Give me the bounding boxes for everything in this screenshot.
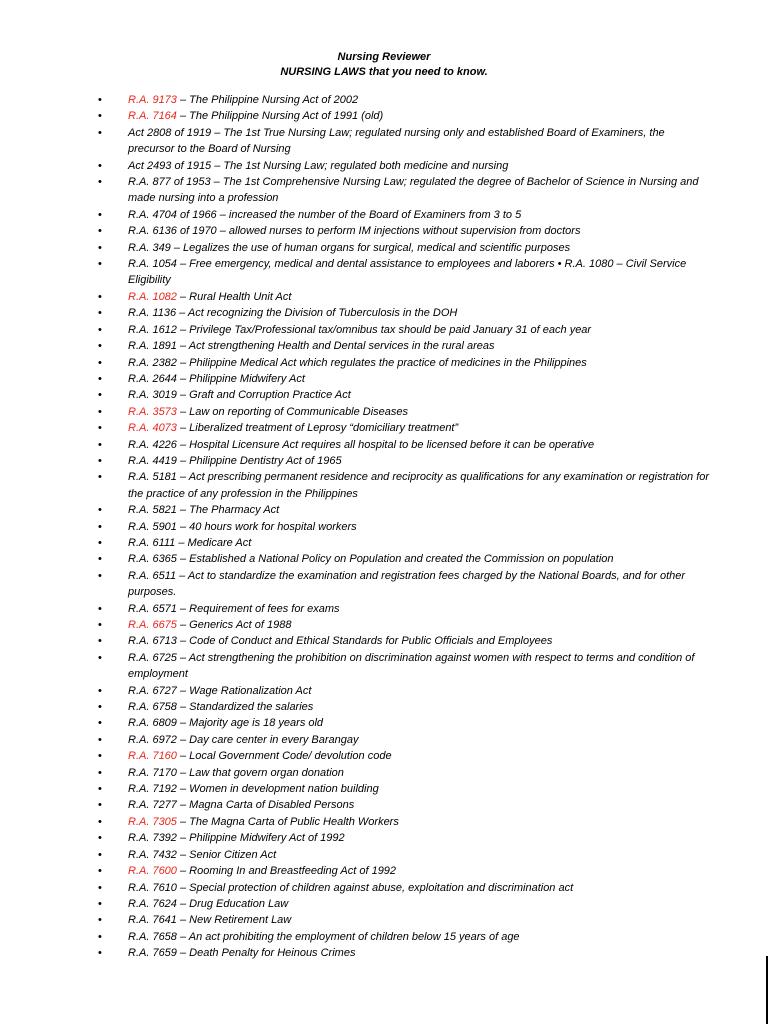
law-code: R.A. 4226 <box>128 438 177 451</box>
law-description: – Established a National Policy on Population and created the Commission on population <box>176 553 614 566</box>
list-item <box>98 945 713 961</box>
list-item <box>98 797 713 813</box>
law-code: Act 2493 of 1915 <box>128 159 212 172</box>
law-code: R.A. 7277 <box>128 799 177 812</box>
list-item <box>98 108 713 124</box>
list-item <box>98 896 713 912</box>
bullet-icon: • <box>98 126 102 139</box>
bullet-icon: • <box>98 553 102 566</box>
bullet-icon: • <box>98 504 102 517</box>
law-description: – Special protection of children against abuse, exploitation and discrimination act <box>176 881 574 894</box>
bullet-icon: • <box>98 832 102 845</box>
list-item <box>98 256 713 289</box>
law-description: – Act to standardize the examination and registration fees charged by the National Boards, and for other purposes. <box>128 569 686 599</box>
law-description: – Legalizes the use of human organs for surgical, medical and scientific purposes <box>170 241 571 254</box>
law-description: – Day care center in every Barangay <box>176 733 359 746</box>
law-code: R.A. 7610 <box>128 881 177 894</box>
bullet-icon: • <box>98 897 102 910</box>
bullet-icon: • <box>98 750 102 763</box>
list-item <box>98 683 713 699</box>
bullet-icon: • <box>98 225 102 238</box>
law-description: – Philippine Dentistry Act of 1965 <box>176 454 342 467</box>
law-code: R.A. 6758 <box>128 701 177 714</box>
bullet-icon: • <box>98 865 102 878</box>
law-description: – Requirement of fees for exams <box>176 602 340 615</box>
list-item <box>98 437 713 453</box>
law-description: – Medicare Act <box>175 536 252 549</box>
law-description: – increased the number of the Board of Examiners from 3 to 5 <box>216 208 522 221</box>
law-code: R.A. 7192 <box>128 783 177 796</box>
bullet-icon: • <box>98 372 102 385</box>
list-item <box>98 223 713 239</box>
list-item <box>98 289 713 305</box>
law-description: – Drug Education Law <box>176 897 289 910</box>
list-item <box>98 387 713 403</box>
law-code: R.A. 7659 <box>128 947 177 960</box>
list-item <box>98 880 713 896</box>
law-description: – Philippine Medical Act which regulates the practice of medicines in the Philippines <box>176 356 587 369</box>
law-code: R.A. 6136 of 1970 <box>128 225 217 238</box>
law-description: – Hospital Licensure Act requires all hospital to be licensed before it can be operative <box>176 438 595 451</box>
law-description: – Liberalized treatment of Leprosy “domiciliary treatment” <box>176 422 459 435</box>
list-item <box>98 240 713 256</box>
law-code: R.A. 2382 <box>128 356 177 369</box>
law-code: R.A. 6365 <box>128 553 177 566</box>
list-item <box>98 404 713 420</box>
bullet-icon: • <box>98 733 102 746</box>
law-list <box>98 92 713 962</box>
list-item <box>98 420 713 436</box>
law-description: – Senior Citizen Act <box>176 848 277 861</box>
law-description: – Wage Rationalization Act <box>176 684 312 697</box>
document-title: Nursing Reviewer <box>337 51 431 63</box>
law-description: – Act strengthening the prohibition on discrimination against women with respect to terms and condition of employment <box>128 651 695 681</box>
list-item <box>98 650 713 683</box>
bullet-icon: • <box>98 307 102 320</box>
law-code: R.A. 2644 <box>128 372 177 385</box>
law-code: R.A. 1136 <box>128 307 177 320</box>
list-item <box>98 781 713 797</box>
list-item <box>98 174 713 207</box>
bullet-icon: • <box>98 815 102 828</box>
bullet-icon: • <box>98 208 102 221</box>
bullet-icon: • <box>98 258 102 271</box>
law-description: – Standardized the salaries <box>176 701 314 714</box>
bullet-icon: • <box>98 159 102 172</box>
bullet-icon: • <box>98 290 102 303</box>
law-code: R.A. 6111 <box>128 536 176 549</box>
law-description: – Graft and Corruption Practice Act <box>176 389 351 402</box>
bullet-icon: • <box>98 536 102 549</box>
list-item <box>98 814 713 830</box>
bullet-icon: • <box>98 684 102 697</box>
law-code: R.A. 7170 <box>128 766 177 779</box>
list-item <box>98 732 713 748</box>
law-code: R.A. 5181 <box>128 471 177 484</box>
list-item <box>98 322 713 338</box>
law-description: – Women in development nation building <box>176 783 379 796</box>
bullet-icon: • <box>98 914 102 927</box>
list-item <box>98 551 713 567</box>
law-code: R.A. 3019 <box>128 389 177 402</box>
law-code: R.A. 349 <box>128 241 171 254</box>
law-code: R.A. 7624 <box>128 897 177 910</box>
bullet-icon: • <box>98 783 102 796</box>
law-code: R.A. 5901 <box>128 520 177 533</box>
law-description: – Majority age is 18 years old <box>176 717 324 730</box>
law-code: R.A. 9173 <box>128 94 177 106</box>
law-code: R.A. 1891 <box>128 340 177 353</box>
bullet-icon: • <box>98 356 102 369</box>
list-item <box>98 617 713 633</box>
law-description: – The 1st Nursing Law; regulated both medicine and nursing <box>211 159 509 172</box>
law-description: – The Pharmacy Act <box>176 504 280 517</box>
law-description: – Law on reporting of Communicable Diseases <box>176 405 409 418</box>
bullet-icon: • <box>98 799 102 812</box>
bullet-icon: • <box>98 947 102 960</box>
law-code: R.A. 4704 of 1966 <box>128 208 217 221</box>
list-item <box>98 355 713 371</box>
law-code: R.A. 5821 <box>128 504 177 517</box>
list-item <box>98 863 713 879</box>
law-code: R.A. 6727 <box>128 684 177 697</box>
law-code: R.A. 6809 <box>128 717 177 730</box>
law-description: – Magna Carta of Disabled Persons <box>176 799 355 812</box>
list-item <box>98 699 713 715</box>
bullet-icon: • <box>98 717 102 730</box>
list-item <box>98 125 713 158</box>
list-item <box>98 92 713 108</box>
bullet-icon: • <box>98 110 102 123</box>
law-description: – Philippine Midwifery Act of 1992 <box>176 832 345 845</box>
bullet-icon: • <box>98 701 102 714</box>
document-header <box>0 50 768 80</box>
law-description: – Act recognizing the Division of Tuberculosis in the DOH <box>176 307 458 320</box>
list-item <box>98 519 713 535</box>
law-description: – Act strengthening Health and Dental services in the rural areas <box>176 340 495 353</box>
law-description: – The Philippine Nursing Act of 1991 (old) <box>176 110 384 123</box>
list-item <box>98 502 713 518</box>
law-code: R.A. 3573 <box>128 405 177 418</box>
bullet-icon: • <box>98 405 102 418</box>
law-description: – The 1st Comprehensive Nursing Law; regulated the degree of Bachelor of Science in Nursing and made nursing into a profession <box>128 176 699 205</box>
law-code: R.A. 6675 <box>128 619 177 631</box>
law-description: – Rooming In and Breastfeeding Act of 1992 <box>176 865 397 878</box>
bullet-icon: • <box>98 389 102 402</box>
bullet-icon: • <box>98 340 102 353</box>
bullet-icon: • <box>98 602 102 615</box>
list-item <box>98 469 713 502</box>
law-code: R.A. 7600 <box>128 865 177 878</box>
list-item <box>98 158 713 174</box>
law-description: – Code of Conduct and Ethical Standards for Public Officials and Employees <box>176 635 553 648</box>
law-description: – The Philippine Nursing Act of 2002 <box>176 94 359 106</box>
bullet-icon: • <box>98 766 102 779</box>
law-code: R.A. 1054 <box>128 258 177 271</box>
bullet-icon: • <box>98 619 102 631</box>
law-code: R.A. 877 of 1953 <box>128 176 211 189</box>
bullet-icon: • <box>98 635 102 648</box>
list-item <box>98 568 713 601</box>
bullet-icon: • <box>98 176 102 189</box>
law-description: – Local Government Code/ devolution code <box>176 750 392 763</box>
law-description: – Philippine Midwifery Act <box>176 372 305 385</box>
law-code: Act 2808 of 1919 <box>128 126 212 139</box>
list-item <box>98 633 713 649</box>
law-description: – New Retirement Law <box>176 914 292 927</box>
law-code: R.A. 6571 <box>128 602 177 615</box>
law-code: R.A. 6725 <box>128 651 177 664</box>
bullet-icon: • <box>98 94 102 106</box>
bullet-icon: • <box>98 323 102 336</box>
law-code: R.A. 4073 <box>128 422 177 435</box>
law-code: R.A. 7305 <box>128 815 177 828</box>
law-description: – Generics Act of 1988 <box>176 619 292 631</box>
list-item <box>98 338 713 354</box>
law-code: R.A. 6972 <box>128 733 177 746</box>
list-item <box>98 847 713 863</box>
law-description: – 40 hours work for hospital workers <box>176 520 357 533</box>
law-code: R.A. 7160 <box>128 750 177 763</box>
law-description: – The Magna Carta of Public Health Workers <box>176 815 399 828</box>
bullet-icon: • <box>98 520 102 533</box>
law-code: R.A. 1082 <box>128 290 177 303</box>
list-item <box>98 305 713 321</box>
law-description: – An act prohibiting the employment of children below 15 years of age <box>176 930 520 943</box>
bullet-icon: • <box>98 848 102 861</box>
law-description: – Death Penalty for Heinous Crimes <box>176 947 356 960</box>
list-item <box>98 912 713 928</box>
list-item <box>98 765 713 781</box>
law-code: R.A. 4419 <box>128 454 177 467</box>
list-item <box>98 715 713 731</box>
bullet-icon: • <box>98 569 102 582</box>
document-subtitle: NURSING LAWS that you need to know. <box>280 66 488 78</box>
list-item <box>98 830 713 846</box>
bullet-icon: • <box>98 454 102 467</box>
bullet-icon: • <box>98 651 102 664</box>
law-code: R.A. 6511 <box>128 569 177 582</box>
list-item <box>98 929 713 945</box>
bullet-icon: • <box>98 422 102 435</box>
bullet-icon: • <box>98 438 102 451</box>
bullet-icon: • <box>98 881 102 894</box>
bullet-icon: • <box>98 471 102 484</box>
law-code: R.A. 6713 <box>128 635 177 648</box>
law-code: R.A. 7164 <box>128 110 177 123</box>
law-code: R.A. 7432 <box>128 848 177 861</box>
law-description: – Privilege Tax/Professional tax/omnibus tax should be paid January 31 of each year <box>176 323 592 336</box>
law-description: – Free emergency, medical and dental assistance to employees and laborers • R.A. 1080 – Civil Service Eligibility <box>128 258 687 287</box>
list-item <box>98 371 713 387</box>
law-description: – The 1st True Nursing Law; regulated nursing only and established Board of Examiners, the precursor to the Board of Nursing <box>128 126 665 156</box>
list-item <box>98 453 713 469</box>
list-item <box>98 748 713 764</box>
bullet-icon: • <box>98 241 102 254</box>
list-item <box>98 207 713 223</box>
law-code: R.A. 1612 <box>128 323 177 336</box>
law-description: – Act prescribing permanent residence and reciprocity as qualifications for any examination or registration for the practice of any profession in the Philippines <box>128 471 710 500</box>
law-description: – Law that govern organ donation <box>176 766 344 779</box>
list-item <box>98 535 713 551</box>
bullet-icon: • <box>98 930 102 943</box>
law-code: R.A. 7392 <box>128 832 177 845</box>
law-code: R.A. 7658 <box>128 930 177 943</box>
law-code: R.A. 7641 <box>128 914 177 927</box>
law-description: – Rural Health Unit Act <box>176 290 292 303</box>
law-description: – allowed nurses to perform IM injections without supervision from doctors <box>216 225 581 238</box>
list-item <box>98 601 713 617</box>
